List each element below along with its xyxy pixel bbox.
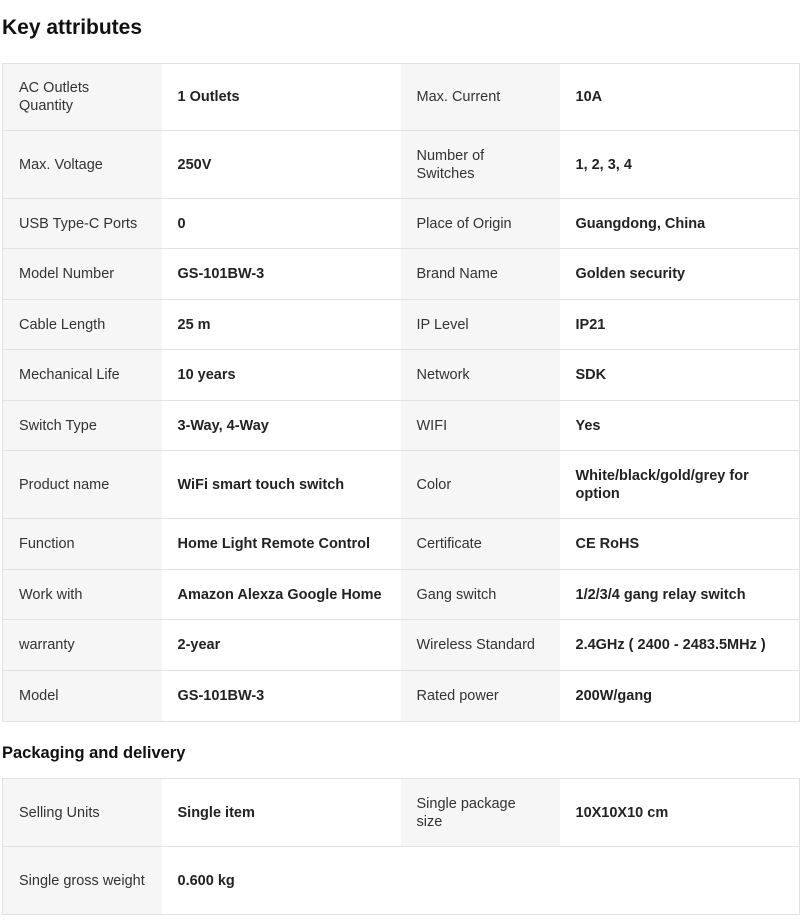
attribute-value: 10 years [162,350,401,401]
table-row [3,199,800,249]
attribute-label: Max. Current [401,64,560,131]
attribute-label: Model Number [3,249,162,300]
attribute-value: SDK [560,350,800,401]
attribute-label: Model [3,671,162,722]
attribute-label: Cable Length [3,300,162,350]
attribute-label: Number of Switches [401,131,560,199]
attribute-label: USB Type-C Ports [3,199,162,249]
table-row [3,401,800,451]
attribute-value: 250V [162,131,401,199]
attribute-label: Wireless Standard [401,620,560,671]
attribute-label: Selling Units [3,779,162,847]
attribute-value: GS-101BW-3 [162,249,401,300]
attribute-label: Rated power [401,671,560,722]
table-row [3,451,800,519]
attribute-label: Single package size [401,779,560,847]
attribute-label: Mechanical Life [3,350,162,401]
attribute-label: Color [401,451,560,519]
attribute-value: 10X10X10 cm [560,779,800,847]
attribute-value: Yes [560,401,800,451]
attribute-value: 3-Way, 4-Way [162,401,401,451]
attribute-value: Golden security [560,249,800,300]
attribute-value: 200W/gang [560,671,800,722]
attribute-label: Work with [3,570,162,620]
attribute-value: 0.600 kg [162,847,401,915]
table-row [3,779,800,847]
table-row [3,350,800,401]
packaging-table [2,778,800,915]
attribute-value: Single item [162,779,401,847]
attribute-value: White/black/gold/grey for option [560,451,800,519]
attribute-label: Place of Origin [401,199,560,249]
attribute-value: Guangdong, China [560,199,800,249]
attribute-label: Max. Voltage [3,131,162,199]
attribute-value: 2.4GHz ( 2400 - 2483.5MHz ) [560,620,800,671]
attribute-value: Home Light Remote Control [162,519,401,570]
attribute-label: Function [3,519,162,570]
table-row [3,131,800,199]
attribute-value: CE RoHS [560,519,800,570]
attribute-label: Switch Type [3,401,162,451]
attribute-value: GS-101BW-3 [162,671,401,722]
empty-cell [401,847,560,915]
packaging-title: Packaging and delivery [2,744,186,762]
attribute-value: Amazon Alexza Google Home [162,570,401,620]
attribute-value: 25 m [162,300,401,350]
key-attributes-table [2,63,800,722]
attribute-label: WIFI [401,401,560,451]
attribute-label: Single gross weight [3,847,162,915]
table-row [3,519,800,570]
table-row [3,847,800,915]
attribute-label: Product name [3,451,162,519]
attribute-label: warranty [3,620,162,671]
attribute-value: 0 [162,199,401,249]
attribute-label: Certificate [401,519,560,570]
table-row [3,671,800,722]
attribute-value: WiFi smart touch switch [162,451,401,519]
attribute-value: 1 Outlets [162,64,401,131]
attribute-label: Gang switch [401,570,560,620]
attribute-label: AC Outlets Quantity [3,64,162,131]
table-row [3,249,800,300]
empty-cell [560,847,800,915]
attribute-value: 1/2/3/4 gang relay switch [560,570,800,620]
attribute-value: 2-year [162,620,401,671]
table-row [3,300,800,350]
attribute-label: IP Level [401,300,560,350]
attribute-value: IP21 [560,300,800,350]
key-attributes-title: Key attributes [2,16,143,39]
table-row [3,570,800,620]
table-row [3,64,800,131]
attribute-label: Brand Name [401,249,560,300]
table-row [3,620,800,671]
attribute-label: Network [401,350,560,401]
attribute-value: 1, 2, 3, 4 [560,131,800,199]
attribute-value: 10A [560,64,800,131]
